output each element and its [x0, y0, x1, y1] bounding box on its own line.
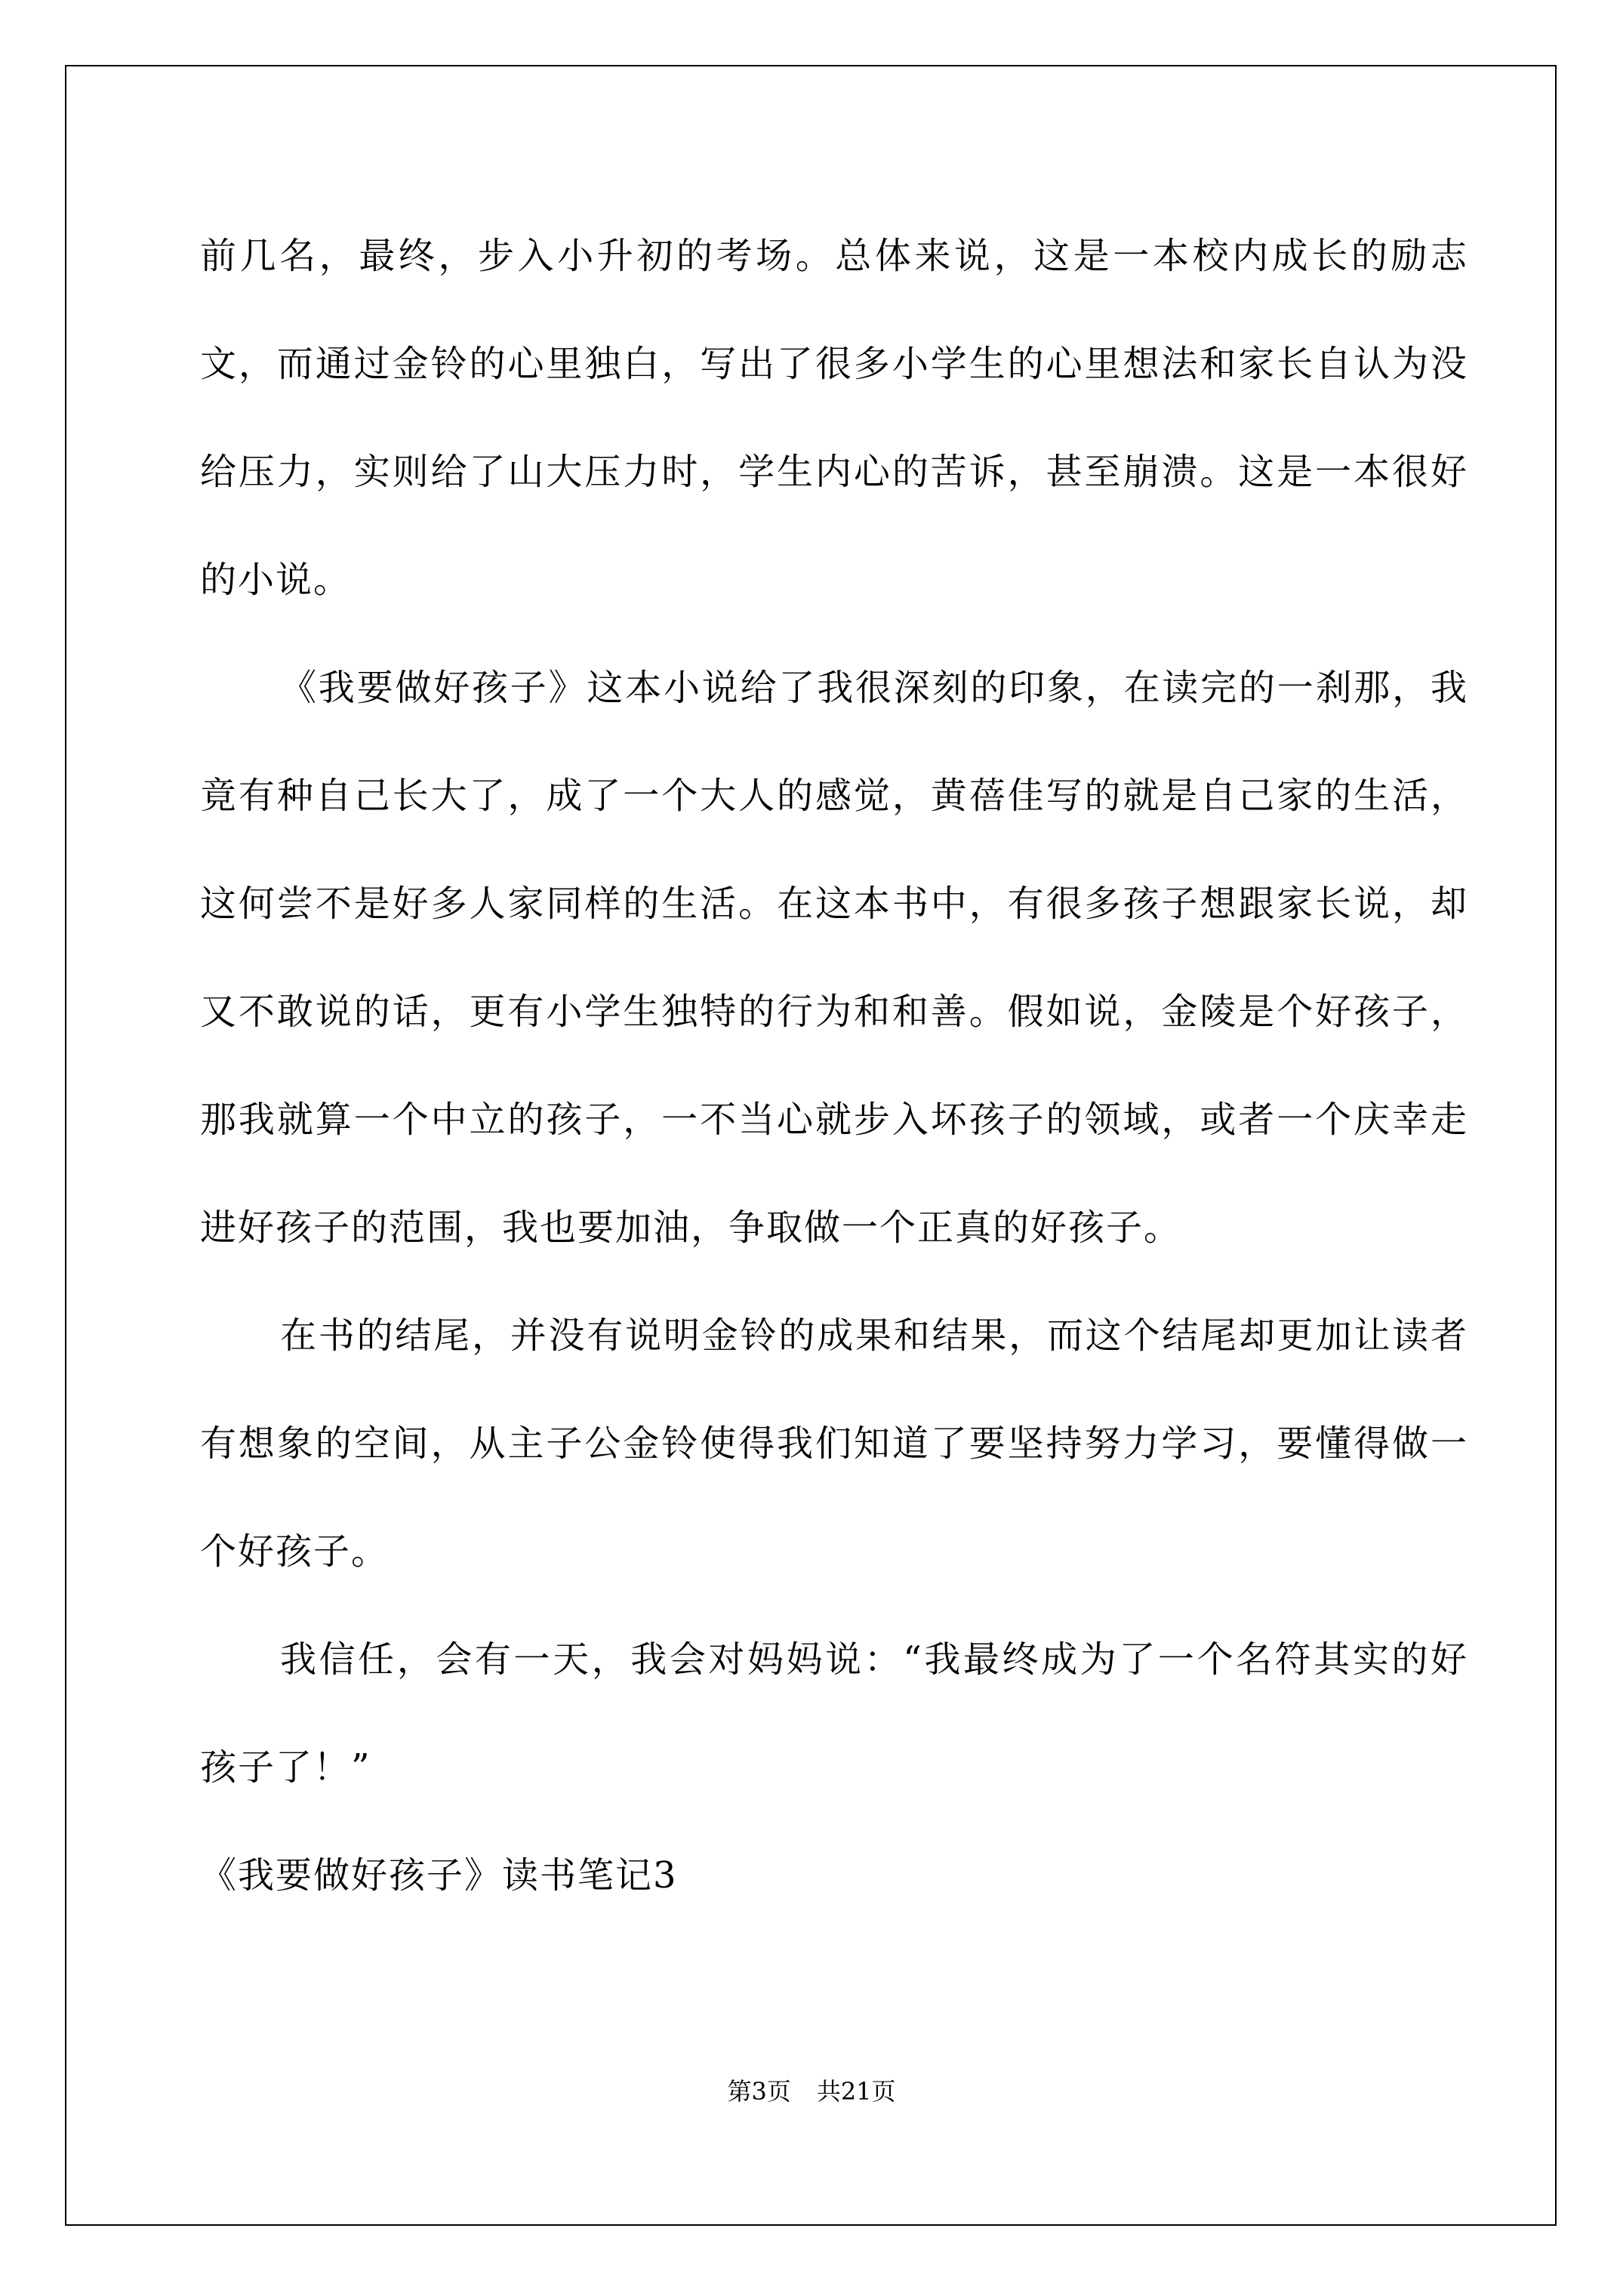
- paragraph-1: 前几名，最终，步入小升初的考场。总体来说，这是一本校内成长的励志文，而通过金铃的心里独白，写出了很多小学生的心里想法和家长自认为没给压力，实则给了山大压力时，学生内心的苦诉，甚至崩溃。这是一本很好的小说。: [200, 235, 1468, 601]
- page-footer: [0, 2073, 1623, 2107]
- paragraph-4: 我信任，会有一天，我会对妈妈说：“我最终成为了一个名符其实的好孩子了！”: [200, 1638, 1468, 1789]
- page-number: 第3页: [727, 2077, 791, 2106]
- total-pages: 共21页: [816, 2077, 896, 2106]
- document-body: [200, 202, 1468, 1930]
- section-heading: 《我要做好孩子》读书笔记3: [200, 1854, 678, 1897]
- paragraph-2: 《我要做好孩子》这本小说给了我很深刻的印象，在读完的一刹那，我竟有种自己长大了，成了一个大人的感觉，黄蓓佳写的就是自己家的生活，这何尝不是好多人家同样的生活。在这本书中，有很多孩子想跟家长说，却又不敢说的话，更有小学生独特的行为和和善。假如说，金陵是个好孩子，那我就算一个中立的孩子，一不当心就步入坏孩子的领域，或者一个庆幸走进好孩子的范围，我也要加油，争取做一个正真的好孩子。: [200, 667, 1468, 1249]
- paragraph-3: 在书的结尾，并没有说明金铃的成果和结果，而这个结尾却更加让读者有想象的空间，从主子公金铃使得我们知道了要坚持努力学习，要懂得做一个好孩子。: [200, 1314, 1468, 1573]
